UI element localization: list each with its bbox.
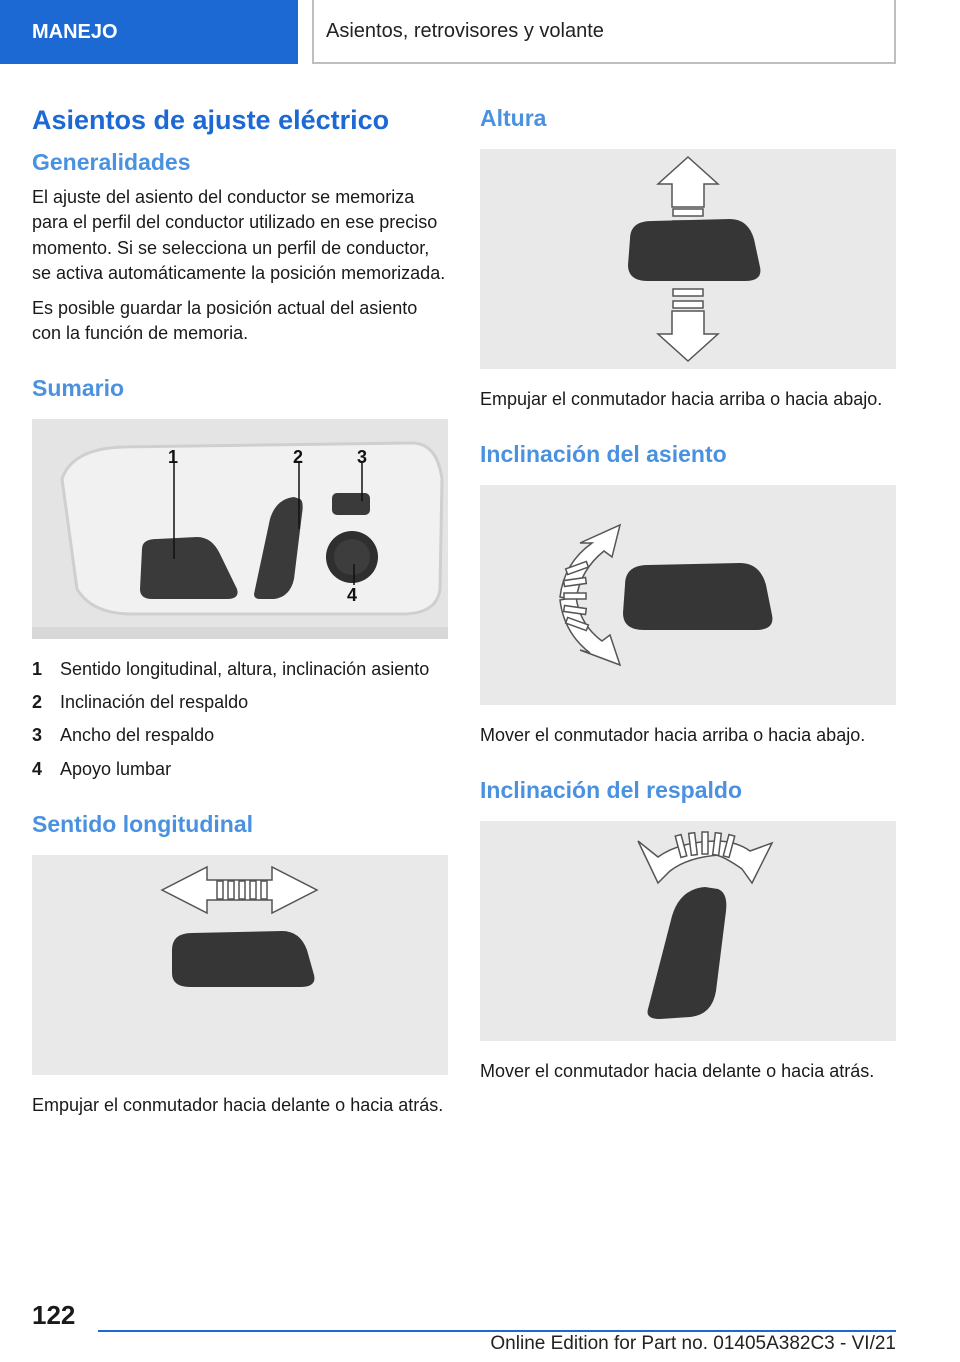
callout-1: 1	[168, 447, 179, 468]
left-column	[32, 96, 448, 1128]
longitudinal-caption: Empujar el conmutador hacia delante o hacia atrás.	[32, 1094, 444, 1115]
chapter-title: Asientos, retrovisores y volante	[312, 0, 896, 64]
heading-height: Altura	[480, 105, 547, 131]
backrest-tilt-image	[480, 821, 896, 1041]
backrest-caption: Mover el conmutador hacia delante o hacia atrás.	[480, 1060, 875, 1081]
callout-3: 3	[357, 447, 368, 468]
heading-seat-tilt: Inclinación del asiento	[480, 440, 727, 467]
legend-number: 1	[32, 659, 43, 680]
callout-2: 2	[293, 447, 304, 468]
longitudinal-adjust-image	[32, 855, 448, 1075]
legend-number: 3	[32, 725, 43, 746]
page-number: 122	[32, 1300, 76, 1330]
legend-item	[32, 757, 448, 782]
height-caption: Empujar el conmutador hacia arriba o hacia abajo.	[480, 388, 883, 409]
seat-tilt-image	[480, 485, 896, 705]
edition-info: Online Edition for Part no. 01405A382C3 - VI/21	[490, 1333, 896, 1354]
general-paragraph-1: El ajuste del asiento del conductor se memoriza para el perfil del conductor utilizado en ese preciso momento. Si se selecciona un perfil de conductor, se activa automáticamente la posición memorizada.	[32, 187, 446, 283]
legend-text: Ancho del respaldo	[60, 725, 215, 746]
general-paragraph-2: Es posible guardar la posición actual del asiento con la función de memoria.	[32, 297, 418, 344]
heading-general: Generalidades	[32, 149, 191, 176]
seat-controls-overview-image	[32, 419, 448, 639]
legend-item	[32, 723, 448, 748]
legend-number: 4	[32, 758, 43, 779]
footer-divider	[98, 1330, 896, 1332]
callout-4: 4	[347, 585, 358, 606]
legend-text: Sentido longitudinal, altura, inclinación asiento	[60, 659, 430, 680]
heading-summary: Sumario	[32, 375, 125, 402]
right-column	[480, 96, 896, 1094]
legend-number: 2	[32, 692, 43, 713]
page-title: Asientos de ajuste eléctrico	[32, 105, 390, 135]
heading-backrest: Inclinación del respaldo	[480, 776, 743, 803]
legend-item	[32, 657, 448, 682]
legend-list	[32, 657, 448, 782]
legend-item	[32, 690, 448, 715]
height-adjust-image	[480, 149, 896, 369]
section-tab: MANEJO	[0, 0, 298, 64]
legend-text: Apoyo lumbar	[60, 758, 172, 779]
seat-tilt-caption: Mover el conmutador hacia arriba o hacia abajo.	[480, 724, 866, 745]
heading-longitudinal: Sentido longitudinal	[32, 810, 254, 837]
legend-text: Inclinación del respaldo	[60, 692, 249, 713]
